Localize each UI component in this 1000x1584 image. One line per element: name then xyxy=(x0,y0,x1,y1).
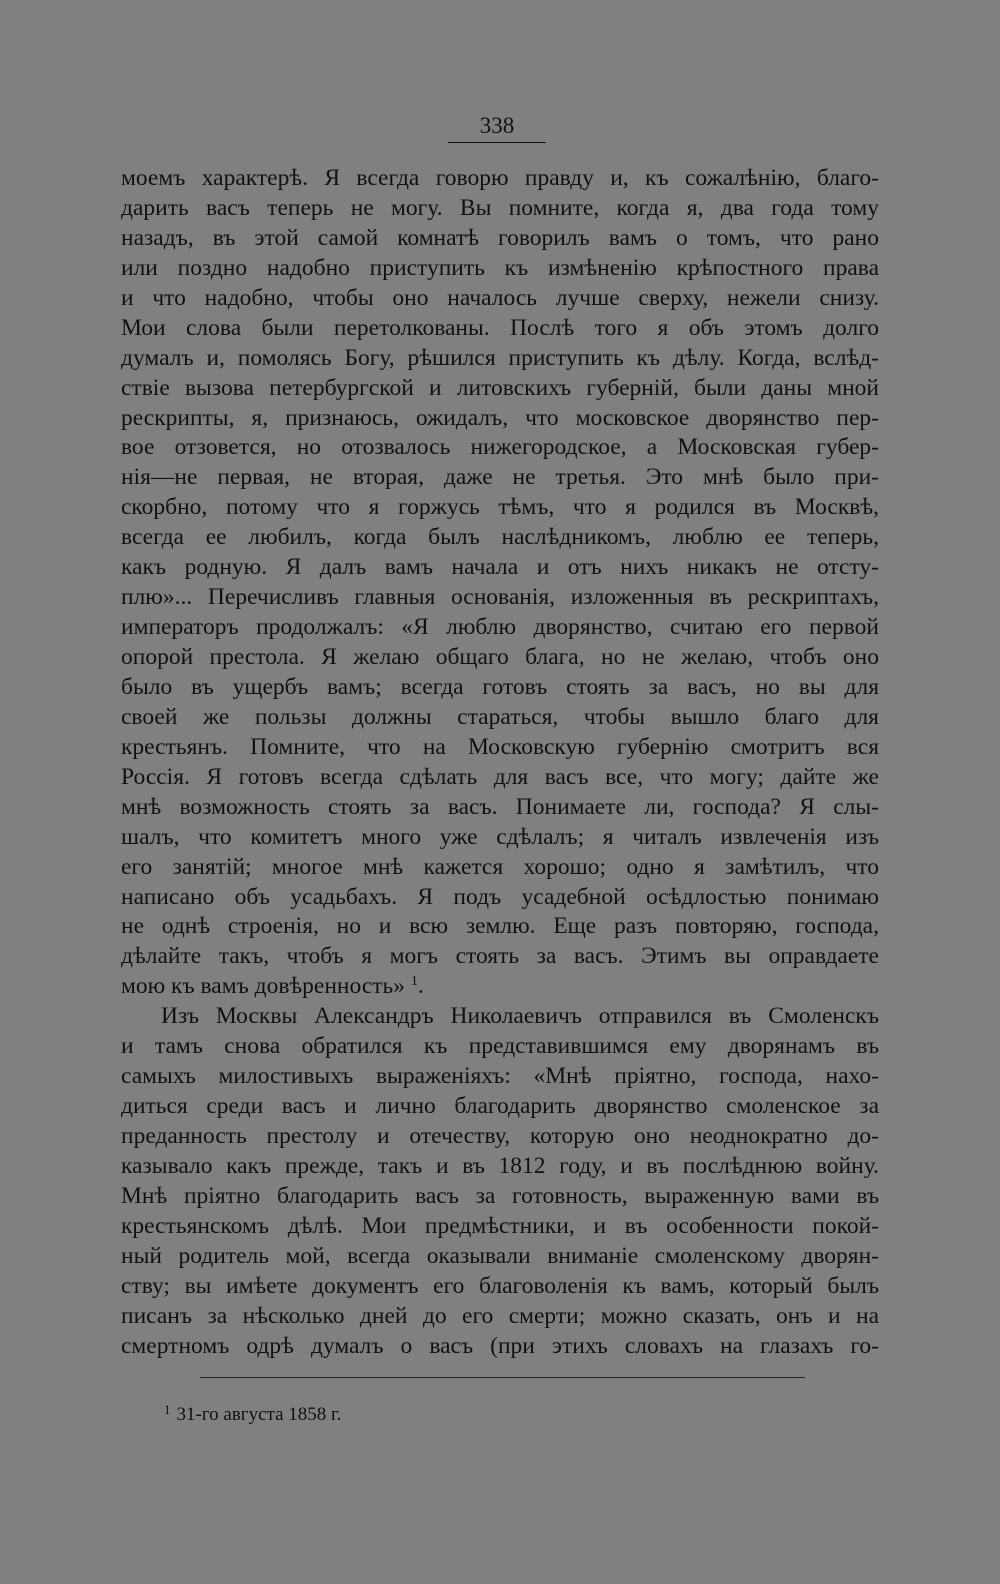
text-line: его занятій; многое мнѣ кажется хорошо; одно я замѣтилъ, что xyxy=(121,853,879,880)
text-line: рескрипты, я, признаюсь, ожидалъ, что московское дворянство пер- xyxy=(121,404,879,431)
text-line: дѣлайте такъ, чтобъ я могъ стоять за васъ. Этимъ вы оправдаете xyxy=(121,943,879,970)
text-line: или поздно надобно приступить къ измѣненію крѣпостного права xyxy=(121,254,879,281)
text-line: всегда ее любилъ, когда былъ наслѣдникомъ, люблю ее теперь, xyxy=(121,524,879,551)
text-line: и что надобно, чтобы оно началось лучше сверху, нежели снизу. xyxy=(121,284,879,311)
footnote-mark: 1 xyxy=(164,1402,171,1417)
text-line: мнѣ возможность стоять за васъ. Понимаете ли, господа? Я слы- xyxy=(121,793,879,820)
text-line: думалъ и, помолясь Богу, рѣшился приступить къ дѣлу. Когда, вслѣд- xyxy=(121,344,879,371)
body-text xyxy=(121,164,879,1362)
text-line-content: мою къ вамъ довѣренность» xyxy=(121,973,406,1000)
text-line: самыхъ милостивыхъ выраженіяхъ: «Мнѣ пріятно, господа, нахо- xyxy=(121,1063,879,1090)
footnote-divider xyxy=(200,1377,805,1378)
page-number: 338 xyxy=(448,112,546,143)
text-line: назадъ, въ этой самой комнатѣ говорилъ вамъ о томъ, что рано xyxy=(121,224,879,251)
text-line: и тамъ снова обратился къ представившимся ему дворянамъ въ xyxy=(121,1033,879,1060)
text-line: ствіе вызова петербургской и литовскихъ губерній, были даны мной xyxy=(121,374,879,401)
text-line: Россія. Я готовъ всегда сдѣлать для васъ все, что могу; дайте же xyxy=(121,763,879,790)
text-line: нія—не первая, не вторая, даже не третья. Это мнѣ было при- xyxy=(121,464,879,491)
footnote-reference-suffix: . xyxy=(417,973,424,1000)
text-line: не однѣ строенія, но и всю землю. Еще разъ повторяю, господа, xyxy=(121,913,879,940)
text-line: крестьянскомъ дѣлѣ. Мои предмѣстники, и въ особенности покой- xyxy=(121,1212,879,1239)
text-line: какъ родную. Я далъ вамъ начала и отъ нихъ никакъ не отсту- xyxy=(121,554,879,581)
text-line: преданность престолу и отечеству, которую оно неоднократно до- xyxy=(121,1123,879,1149)
text-line: опорой престола. Я желаю общаго блага, но не желаю, чтобъ оно xyxy=(121,644,879,670)
text-line: моемъ характерѣ. Я всегда говорю правду и, къ сожалѣнію, благо- xyxy=(121,165,879,191)
text-line: написано объ усадьбахъ. Я подъ усадебной осѣдлостью понимаю xyxy=(121,883,879,910)
footnote xyxy=(164,1398,341,1427)
text-line: казывало какъ прежде, такъ и въ 1812 году, и въ послѣднюю войну. xyxy=(121,1152,879,1179)
text-line: ству; вы имѣете документъ его благоволенія къ вамъ, который былъ xyxy=(121,1272,879,1299)
text-line: смертномъ одрѣ думалъ о васъ (при этихъ словахъ на глазахъ го- xyxy=(121,1332,879,1359)
text-line: дарить васъ теперь не могу. Вы помните, когда я, два года тому xyxy=(121,194,879,221)
footnote-reference: 1 xyxy=(410,974,418,990)
text-line: крестьянъ. Помните, что на Московскую губернію смотритъ вся xyxy=(121,733,879,760)
paragraph-end-line xyxy=(121,972,879,1002)
text-line: Изъ Москвы Александръ Николаевичъ отправился въ Смоленскъ xyxy=(161,1003,879,1030)
text-line: ный родитель мой, всегда оказывали вниманіе смоленскому дворян- xyxy=(121,1242,879,1269)
text-line: Мнѣ пріятно благодарить васъ за готовность, выраженную вами въ xyxy=(121,1182,879,1209)
text-line: Мои слова были перетолкованы. Послѣ того я объ этомъ долго xyxy=(121,314,879,341)
text-line: диться среди васъ и лично благодарить дворянство смоленское за xyxy=(121,1093,879,1120)
text-line: своей же пользы должны стараться, чтобы вышло благо для xyxy=(121,703,879,730)
text-line: было въ ущербъ вамъ; всегда готовъ стоять за васъ, но вы для xyxy=(121,673,879,700)
text-line: шалъ, что комитетъ много уже сдѣлалъ; я читалъ извлеченія изъ xyxy=(121,823,879,850)
text-line: императоръ продолжалъ: «Я люблю дворянство, считаю его первой xyxy=(121,614,879,641)
text-line: писанъ за нѣсколько дней до его смерти; можно сказать, онъ и на xyxy=(121,1302,879,1329)
text-line: скорбно, потому что я горжусь тѣмъ, что я родился въ Москвѣ, xyxy=(121,494,879,521)
text-line: вое отзовется, но отозвалось нижегородское, а Московская губер- xyxy=(121,434,879,461)
text-line: плю»... Перечисливъ главныя основанія, изложенныя въ рескриптахъ, xyxy=(121,584,879,611)
footnote-text: 31-го августа 1858 г. xyxy=(176,1404,342,1425)
